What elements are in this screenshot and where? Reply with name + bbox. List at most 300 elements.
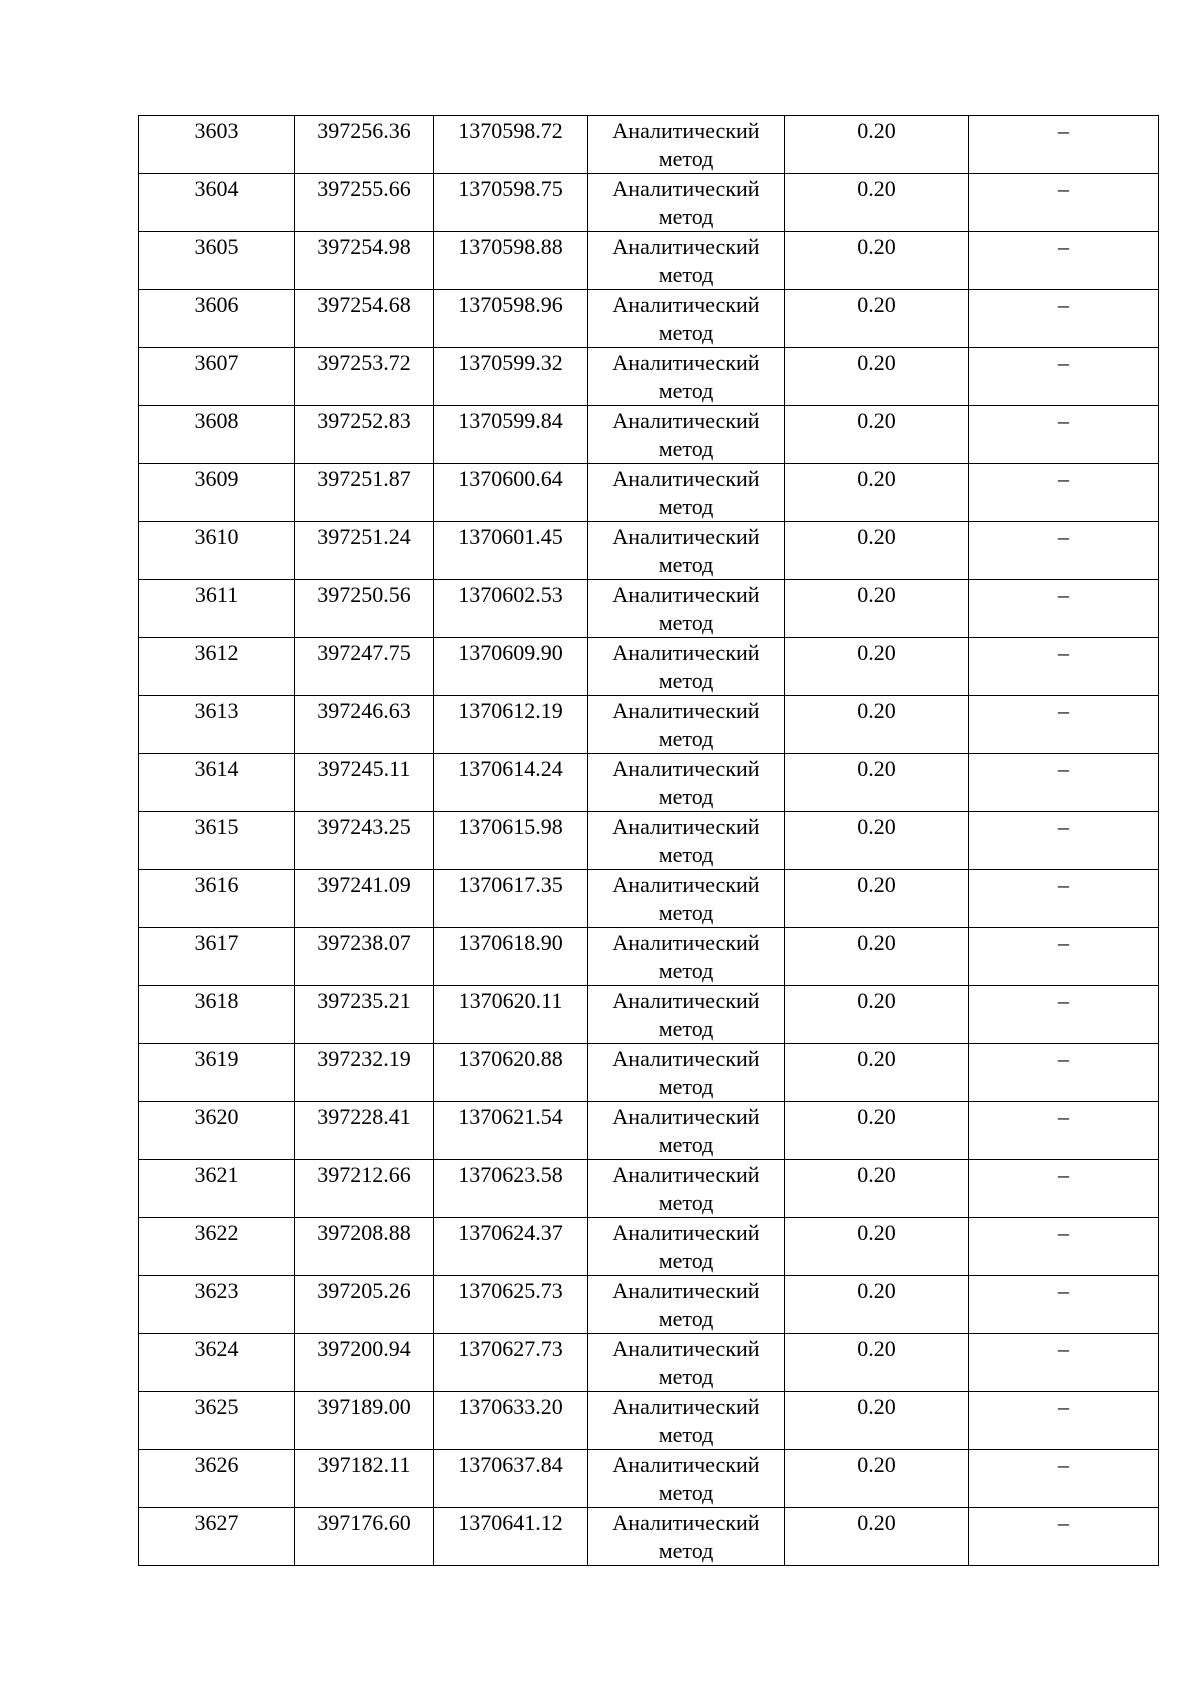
cell-note-text: – [1058, 582, 1069, 607]
table-row [139, 1102, 1159, 1160]
cell-coordinate-x [295, 1392, 434, 1450]
cell-note [969, 928, 1159, 986]
cell-method-text: Аналитический метод [612, 640, 760, 693]
cell-coordinate-x [295, 638, 434, 696]
cell-method [588, 638, 785, 696]
cell-accuracy [785, 1160, 969, 1218]
cell-coordinate-x-text: 397235.21 [317, 988, 411, 1013]
cell-method-text: Аналитический метод [612, 930, 760, 983]
cell-coordinate-x [295, 348, 434, 406]
cell-coordinate-x [295, 406, 434, 464]
cell-coordinate-y [434, 174, 588, 232]
coordinates-table-body [139, 116, 1159, 1566]
cell-method [588, 754, 785, 812]
cell-coordinate-y [434, 348, 588, 406]
cell-coordinate-x-text: 397251.24 [317, 524, 411, 549]
cell-accuracy-text: 0.20 [857, 988, 896, 1013]
cell-coordinate-y [434, 464, 588, 522]
cell-accuracy [785, 1392, 969, 1450]
cell-coordinate-x-text: 397212.66 [317, 1162, 411, 1187]
cell-note [969, 1508, 1159, 1566]
cell-accuracy-text: 0.20 [857, 1162, 896, 1187]
cell-accuracy-text: 0.20 [857, 1278, 896, 1303]
cell-coordinate-y [434, 986, 588, 1044]
cell-note [969, 1102, 1159, 1160]
cell-coordinate-y [434, 638, 588, 696]
cell-note-text: – [1058, 408, 1069, 433]
cell-accuracy-text: 0.20 [857, 1046, 896, 1071]
cell-note [969, 986, 1159, 1044]
cell-point-number-text: 3616 [194, 872, 239, 897]
cell-accuracy-text: 0.20 [857, 292, 896, 317]
cell-method-text: Аналитический метод [612, 1394, 760, 1447]
cell-point-number-text: 3627 [194, 1510, 239, 1535]
cell-accuracy [785, 232, 969, 290]
cell-coordinate-y-text: 1370598.96 [458, 292, 563, 317]
table-row [139, 406, 1159, 464]
cell-coordinate-y [434, 116, 588, 174]
cell-coordinate-x [295, 754, 434, 812]
cell-accuracy-text: 0.20 [857, 118, 896, 143]
cell-coordinate-x [295, 522, 434, 580]
cell-method-text: Аналитический метод [612, 234, 760, 287]
cell-method [588, 406, 785, 464]
cell-coordinate-x-text: 397228.41 [317, 1104, 411, 1129]
cell-point-number [139, 754, 295, 812]
cell-coordinate-y-text: 1370598.88 [458, 234, 563, 259]
table-row [139, 232, 1159, 290]
cell-coordinate-x [295, 1334, 434, 1392]
table-row [139, 1508, 1159, 1566]
cell-coordinate-y-text: 1370637.84 [458, 1452, 563, 1477]
cell-method-text: Аналитический метод [612, 524, 760, 577]
cell-method-text: Аналитический метод [612, 408, 760, 461]
cell-coordinate-x-text: 397253.72 [317, 350, 411, 375]
cell-point-number-text: 3615 [194, 814, 239, 839]
cell-accuracy-text: 0.20 [857, 408, 896, 433]
cell-accuracy-text: 0.20 [857, 698, 896, 723]
cell-note-text: – [1058, 756, 1069, 781]
cell-coordinate-y [434, 1102, 588, 1160]
cell-method [588, 812, 785, 870]
cell-accuracy-text: 0.20 [857, 1336, 896, 1361]
cell-method [588, 1450, 785, 1508]
cell-accuracy [785, 696, 969, 754]
cell-coordinate-y [434, 1218, 588, 1276]
cell-point-number-text: 3608 [194, 408, 239, 433]
cell-note-text: – [1058, 234, 1069, 259]
cell-point-number-text: 3612 [194, 640, 239, 665]
cell-note-text: – [1058, 1394, 1069, 1419]
table-row [139, 754, 1159, 812]
cell-method [588, 290, 785, 348]
cell-coordinate-x [295, 696, 434, 754]
cell-accuracy [785, 1102, 969, 1160]
cell-point-number [139, 1218, 295, 1276]
cell-method [588, 1334, 785, 1392]
cell-coordinate-y-text: 1370598.72 [458, 118, 563, 143]
cell-coordinate-x-text: 397238.07 [317, 930, 411, 955]
cell-method [588, 986, 785, 1044]
cell-coordinate-x [295, 870, 434, 928]
cell-coordinate-x [295, 464, 434, 522]
cell-accuracy [785, 580, 969, 638]
cell-point-number-text: 3610 [194, 524, 239, 549]
cell-coordinate-y-text: 1370602.53 [458, 582, 563, 607]
cell-accuracy-text: 0.20 [857, 1220, 896, 1245]
cell-accuracy [785, 116, 969, 174]
table-row [139, 1392, 1159, 1450]
cell-note-text: – [1058, 698, 1069, 723]
cell-method [588, 1160, 785, 1218]
cell-note [969, 696, 1159, 754]
cell-accuracy [785, 464, 969, 522]
cell-note [969, 754, 1159, 812]
cell-accuracy-text: 0.20 [857, 640, 896, 665]
cell-point-number [139, 1044, 295, 1102]
table-row [139, 638, 1159, 696]
cell-note-text: – [1058, 1510, 1069, 1535]
cell-coordinate-x [295, 580, 434, 638]
cell-accuracy [785, 1218, 969, 1276]
cell-point-number [139, 696, 295, 754]
cell-point-number-text: 3607 [194, 350, 239, 375]
cell-coordinate-y-text: 1370609.90 [458, 640, 563, 665]
cell-accuracy [785, 1450, 969, 1508]
cell-point-number [139, 812, 295, 870]
table-row [139, 1276, 1159, 1334]
cell-point-number [139, 1160, 295, 1218]
cell-point-number [139, 986, 295, 1044]
cell-coordinate-y [434, 1508, 588, 1566]
cell-point-number [139, 1334, 295, 1392]
cell-coordinate-x-text: 397247.75 [317, 640, 411, 665]
cell-note-text: – [1058, 930, 1069, 955]
cell-coordinate-y [434, 1044, 588, 1102]
cell-coordinate-y-text: 1370618.90 [458, 930, 563, 955]
cell-method-text: Аналитический метод [612, 118, 760, 171]
cell-coordinate-y [434, 1276, 588, 1334]
cell-coordinate-x-text: 397252.83 [317, 408, 411, 433]
cell-point-number [139, 1450, 295, 1508]
cell-coordinate-y-text: 1370620.88 [458, 1046, 563, 1071]
cell-coordinate-x-text: 397200.94 [317, 1336, 411, 1361]
cell-point-number [139, 638, 295, 696]
cell-note [969, 522, 1159, 580]
cell-point-number [139, 1392, 295, 1450]
cell-note-text: – [1058, 1046, 1069, 1071]
cell-method-text: Аналитический метод [612, 698, 760, 751]
cell-point-number-text: 3620 [194, 1104, 239, 1129]
cell-note [969, 812, 1159, 870]
cell-coordinate-y [434, 928, 588, 986]
cell-coordinate-x [295, 1102, 434, 1160]
cell-accuracy-text: 0.20 [857, 234, 896, 259]
table-row [139, 348, 1159, 406]
cell-coordinate-y-text: 1370625.73 [458, 1278, 563, 1303]
cell-note [969, 1334, 1159, 1392]
cell-method [588, 1102, 785, 1160]
cell-point-number [139, 406, 295, 464]
cell-note-text: – [1058, 176, 1069, 201]
cell-accuracy-text: 0.20 [857, 872, 896, 897]
cell-method-text: Аналитический метод [612, 292, 760, 345]
cell-coordinate-y [434, 1392, 588, 1450]
cell-accuracy-text: 0.20 [857, 756, 896, 781]
cell-accuracy-text: 0.20 [857, 176, 896, 201]
cell-coordinate-x-text: 397182.11 [317, 1452, 411, 1477]
cell-accuracy [785, 1334, 969, 1392]
cell-method [588, 1276, 785, 1334]
cell-accuracy [785, 986, 969, 1044]
cell-point-number-text: 3617 [194, 930, 239, 955]
cell-method-text: Аналитический метод [612, 872, 760, 925]
cell-method-text: Аналитический метод [612, 1278, 760, 1331]
cell-method [588, 870, 785, 928]
cell-note [969, 1276, 1159, 1334]
cell-accuracy [785, 1044, 969, 1102]
cell-coordinate-x [295, 290, 434, 348]
cell-note-text: – [1058, 872, 1069, 897]
table-row [139, 812, 1159, 870]
cell-point-number [139, 116, 295, 174]
cell-point-number [139, 1508, 295, 1566]
coordinates-table [138, 115, 1159, 1566]
cell-coordinate-y-text: 1370641.12 [458, 1510, 563, 1535]
cell-note-text: – [1058, 1452, 1069, 1477]
cell-method-text: Аналитический метод [612, 1046, 760, 1099]
cell-coordinate-x-text: 397245.11 [317, 756, 411, 781]
cell-coordinate-x-text: 397232.19 [317, 1046, 411, 1071]
cell-coordinate-x-text: 397256.36 [317, 118, 411, 143]
cell-point-number-text: 3622 [194, 1220, 239, 1245]
cell-note-text: – [1058, 350, 1069, 375]
table-row [139, 928, 1159, 986]
cell-point-number [139, 580, 295, 638]
cell-point-number-text: 3623 [194, 1278, 239, 1303]
cell-coordinate-y [434, 290, 588, 348]
cell-method-text: Аналитический метод [612, 1510, 760, 1563]
cell-point-number-text: 3603 [194, 118, 239, 143]
cell-note [969, 638, 1159, 696]
table-row [139, 696, 1159, 754]
cell-point-number-text: 3611 [194, 582, 239, 607]
cell-point-number [139, 870, 295, 928]
cell-accuracy [785, 174, 969, 232]
cell-method-text: Аналитический метод [612, 582, 760, 635]
cell-note-text: – [1058, 1278, 1069, 1303]
cell-method-text: Аналитический метод [612, 756, 760, 809]
table-row [139, 1450, 1159, 1508]
cell-coordinate-x [295, 1160, 434, 1218]
cell-coordinate-y-text: 1370623.58 [458, 1162, 563, 1187]
table-row [139, 290, 1159, 348]
cell-note [969, 290, 1159, 348]
cell-coordinate-x-text: 397250.56 [317, 582, 411, 607]
cell-point-number-text: 3626 [194, 1452, 239, 1477]
cell-point-number-text: 3606 [194, 292, 239, 317]
cell-coordinate-y [434, 1334, 588, 1392]
cell-method-text: Аналитический метод [612, 1452, 760, 1505]
cell-coordinate-x-text: 397176.60 [317, 1510, 411, 1535]
cell-coordinate-x [295, 232, 434, 290]
cell-note [969, 580, 1159, 638]
cell-coordinate-x-text: 397241.09 [317, 872, 411, 897]
cell-accuracy [785, 638, 969, 696]
table-row [139, 1044, 1159, 1102]
cell-coordinate-x [295, 986, 434, 1044]
cell-coordinate-y [434, 870, 588, 928]
cell-point-number-text: 3614 [194, 756, 239, 781]
cell-coordinate-y [434, 232, 588, 290]
cell-method-text: Аналитический метод [612, 1104, 760, 1157]
cell-coordinate-x [295, 812, 434, 870]
cell-point-number-text: 3605 [194, 234, 239, 259]
cell-coordinate-y-text: 1370599.32 [458, 350, 563, 375]
cell-point-number [139, 522, 295, 580]
cell-accuracy-text: 0.20 [857, 814, 896, 839]
cell-point-number-text: 3621 [194, 1162, 239, 1187]
table-row [139, 1160, 1159, 1218]
cell-note [969, 1450, 1159, 1508]
cell-method-text: Аналитический метод [612, 988, 760, 1041]
table-row [139, 580, 1159, 638]
cell-accuracy [785, 928, 969, 986]
cell-accuracy [785, 406, 969, 464]
cell-note-text: – [1058, 292, 1069, 317]
cell-coordinate-y-text: 1370617.35 [458, 872, 563, 897]
cell-coordinate-y [434, 696, 588, 754]
cell-note-text: – [1058, 1104, 1069, 1129]
cell-note [969, 406, 1159, 464]
cell-method [588, 928, 785, 986]
cell-coordinate-x [295, 928, 434, 986]
cell-note [969, 1044, 1159, 1102]
cell-note [969, 1392, 1159, 1450]
cell-point-number [139, 1102, 295, 1160]
cell-note [969, 116, 1159, 174]
cell-method [588, 1508, 785, 1566]
cell-method [588, 464, 785, 522]
cell-coordinate-x [295, 174, 434, 232]
cell-coordinate-y [434, 754, 588, 812]
cell-note-text: – [1058, 118, 1069, 143]
cell-coordinate-x-text: 397208.88 [317, 1220, 411, 1245]
cell-point-number-text: 3625 [194, 1394, 239, 1419]
cell-accuracy-text: 0.20 [857, 1452, 896, 1477]
table-row [139, 464, 1159, 522]
cell-point-number-text: 3604 [194, 176, 239, 201]
cell-coordinate-x-text: 397251.87 [317, 466, 411, 491]
cell-point-number-text: 3618 [194, 988, 239, 1013]
cell-coordinate-y [434, 406, 588, 464]
cell-accuracy-text: 0.20 [857, 524, 896, 549]
cell-coordinate-y-text: 1370601.45 [458, 524, 563, 549]
cell-coordinate-y-text: 1370624.37 [458, 1220, 563, 1245]
cell-coordinate-y [434, 812, 588, 870]
cell-method [588, 580, 785, 638]
cell-note-text: – [1058, 1162, 1069, 1187]
cell-method-text: Аналитический метод [612, 176, 760, 229]
cell-note-text: – [1058, 640, 1069, 665]
cell-note [969, 232, 1159, 290]
cell-coordinate-x-text: 397246.63 [317, 698, 411, 723]
cell-coordinate-y-text: 1370612.19 [458, 698, 563, 723]
cell-method [588, 232, 785, 290]
cell-method-text: Аналитический метод [612, 1220, 760, 1273]
cell-coordinate-x [295, 1508, 434, 1566]
table-row [139, 870, 1159, 928]
cell-note [969, 1160, 1159, 1218]
cell-accuracy [785, 812, 969, 870]
cell-note-text: – [1058, 524, 1069, 549]
cell-method [588, 696, 785, 754]
cell-note [969, 348, 1159, 406]
cell-coordinate-x [295, 1218, 434, 1276]
cell-point-number-text: 3609 [194, 466, 239, 491]
cell-coordinate-x-text: 397189.00 [317, 1394, 411, 1419]
cell-accuracy [785, 290, 969, 348]
cell-coordinate-y-text: 1370598.75 [458, 176, 563, 201]
cell-coordinate-y [434, 1450, 588, 1508]
cell-note [969, 464, 1159, 522]
cell-note-text: – [1058, 1220, 1069, 1245]
cell-method-text: Аналитический метод [612, 814, 760, 867]
cell-note [969, 1218, 1159, 1276]
cell-accuracy-text: 0.20 [857, 1510, 896, 1535]
cell-coordinate-y [434, 580, 588, 638]
cell-accuracy-text: 0.20 [857, 1104, 896, 1129]
table-row [139, 1334, 1159, 1392]
cell-coordinate-x [295, 1450, 434, 1508]
cell-method-text: Аналитический метод [612, 466, 760, 519]
cell-coordinate-x-text: 397205.26 [317, 1278, 411, 1303]
cell-accuracy [785, 1508, 969, 1566]
cell-method [588, 1218, 785, 1276]
cell-note-text: – [1058, 814, 1069, 839]
cell-coordinate-y-text: 1370627.73 [458, 1336, 563, 1361]
table-row [139, 116, 1159, 174]
table-row [139, 1218, 1159, 1276]
cell-point-number [139, 464, 295, 522]
cell-coordinate-y-text: 1370615.98 [458, 814, 563, 839]
table-row [139, 522, 1159, 580]
cell-coordinate-y-text: 1370614.24 [458, 756, 563, 781]
cell-method [588, 348, 785, 406]
cell-accuracy [785, 870, 969, 928]
cell-point-number [139, 232, 295, 290]
cell-accuracy-text: 0.20 [857, 1394, 896, 1419]
cell-coordinate-y [434, 1160, 588, 1218]
cell-point-number [139, 348, 295, 406]
cell-accuracy [785, 1276, 969, 1334]
cell-point-number-text: 3619 [194, 1046, 239, 1071]
cell-point-number [139, 174, 295, 232]
cell-coordinate-x [295, 1044, 434, 1102]
cell-accuracy [785, 754, 969, 812]
cell-note [969, 174, 1159, 232]
cell-note-text: – [1058, 1336, 1069, 1361]
cell-point-number [139, 1276, 295, 1334]
cell-note [969, 870, 1159, 928]
cell-accuracy-text: 0.20 [857, 930, 896, 955]
cell-coordinate-x [295, 1276, 434, 1334]
cell-coordinate-x [295, 116, 434, 174]
cell-method-text: Аналитический метод [612, 1162, 760, 1215]
cell-coordinate-x-text: 397254.98 [317, 234, 411, 259]
cell-coordinate-y-text: 1370599.84 [458, 408, 563, 433]
cell-method-text: Аналитический метод [612, 1336, 760, 1389]
